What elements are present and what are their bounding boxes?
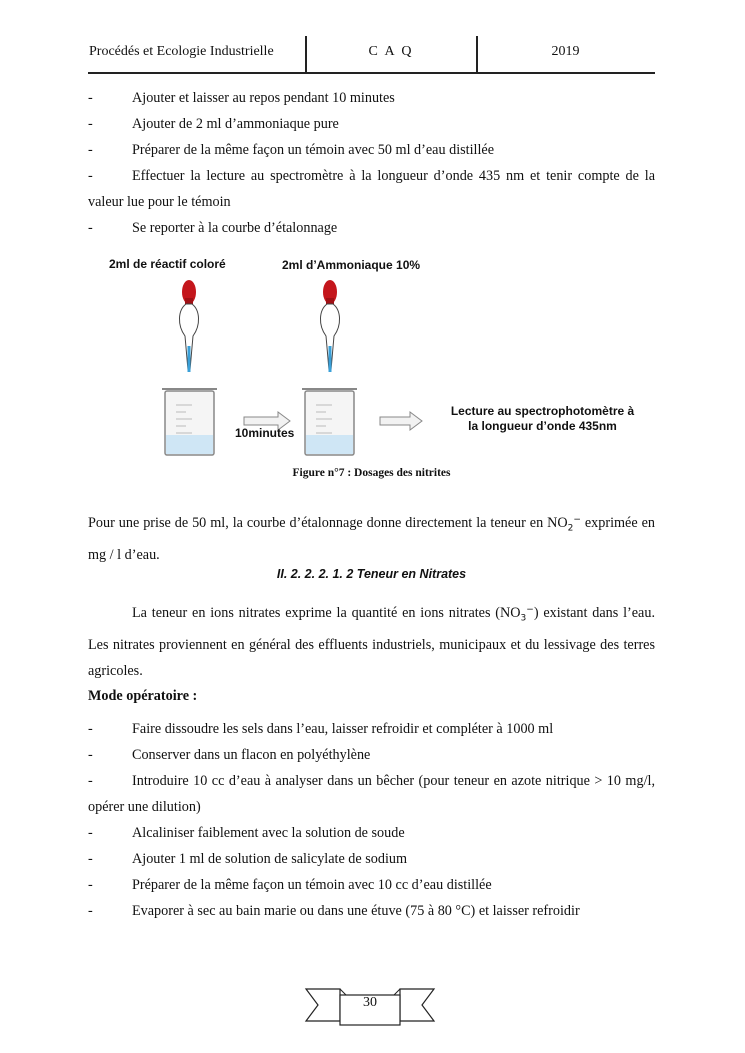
- nitrite-dosage-figure: [100, 250, 660, 465]
- step-text: Introduire 10 cc d’eau à analyser dans un bêcher (pour teneur en azote nitrique > 10 mg/l, opérer une dilution): [88, 773, 655, 815]
- step-text: Faire dissoudre les sels dans l’eau, laisser refroidir et compléter à 1000 ml: [132, 721, 554, 737]
- list-dash: -: [88, 851, 93, 867]
- nitrites-paragraph: [88, 507, 655, 568]
- figure-caption: Figure n°7 : Dosages des nitrites: [292, 467, 451, 479]
- list-dash: -: [88, 220, 93, 236]
- lecture-label-line2: la longueur d’onde 435nm: [468, 419, 617, 433]
- list-item: [88, 898, 655, 924]
- page-footer: [300, 985, 440, 1027]
- list-dash: -: [88, 825, 93, 841]
- list-item: [88, 846, 655, 872]
- step-text: Préparer de la même façon un témoin avec 10 cc d’eau distillée: [132, 877, 492, 893]
- list-item: [88, 215, 655, 241]
- step-text: Préparer de la même façon un témoin avec 50 ml d’eau distillée: [132, 142, 495, 158]
- arrow-right-icon: [380, 412, 422, 430]
- list-item: [88, 820, 655, 846]
- list-dash: -: [88, 168, 93, 184]
- step-text: Evaporer à sec au bain marie ou dans une étuve (75 à 80 °C) et laisser refroidir: [132, 903, 580, 919]
- paragraph-text: ) existant dans l’eau. Les nitrates proviennent en général des effluents industriels, municipaux et du lessivage des terres agricoles.: [88, 605, 655, 680]
- step-text: Se reporter à la courbe d’étalonnage: [132, 220, 338, 236]
- header-year: 2019: [551, 44, 580, 59]
- formula-superscript: −: [526, 605, 534, 615]
- step-text: Effectuer la lecture au spectromètre à la longueur d’onde 435 nm et tenir compte de la valeur lue pour le témoin: [88, 168, 655, 210]
- reactif-label: 2ml de réactif coloré: [109, 257, 226, 271]
- beaker-icon: [162, 389, 217, 455]
- list-dash: -: [88, 90, 93, 106]
- header-rule: [88, 72, 655, 74]
- step-text: Alcaliniser faiblement avec la solution de soude: [132, 825, 405, 841]
- section-title: II. 2. 2. 2. 1. 2 Teneur en Nitrates: [276, 567, 467, 581]
- ammoniaque-label: 2ml d’Ammoniaque 10%: [282, 258, 421, 272]
- list-item: [88, 111, 655, 137]
- paragraph-text: Pour une prise de 50 ml, la courbe d’étalonnage donne directement la teneur en NO: [88, 515, 568, 531]
- step-text: Ajouter de 2 ml d’ammoniaque pure: [132, 116, 339, 132]
- page-header: [88, 36, 655, 74]
- paragraph-text: exprimée en mg / l d’eau.: [88, 515, 656, 563]
- list-item: [88, 163, 655, 215]
- list-dash: -: [88, 721, 93, 737]
- page-number: 30: [363, 995, 377, 1010]
- list-item: [88, 768, 655, 820]
- formula-superscript: −: [573, 515, 581, 525]
- list-dash: -: [88, 877, 93, 893]
- nitrates-paragraph: [88, 597, 655, 685]
- header-acronym: C A Q: [368, 44, 414, 59]
- beaker-icon: [302, 389, 357, 455]
- paragraph-text: La teneur en ions nitrates exprime la quantité en ions nitrates (NO: [132, 605, 521, 621]
- step-text: Ajouter 1 ml de solution de salicylate de sodium: [132, 851, 408, 867]
- list-item: [88, 872, 655, 898]
- lecture-label-line1: Lecture au spectrophotomètre à: [450, 404, 635, 418]
- list-dash: -: [88, 747, 93, 763]
- step-text: Conserver dans un flacon en polyéthylène: [132, 747, 371, 763]
- list-dash: -: [88, 116, 93, 132]
- pipette-icon: [320, 280, 339, 372]
- formula-subscript: 2: [567, 523, 574, 534]
- list-item: [88, 716, 655, 742]
- formula-no2: [567, 515, 581, 534]
- formula-no3: [520, 605, 534, 624]
- pipette-icon: [179, 280, 198, 372]
- list-dash: -: [88, 903, 93, 919]
- list-item: [88, 85, 655, 111]
- formula-subscript: 3: [520, 613, 527, 624]
- header-course-title: Procédés et Ecologie Industrielle: [89, 44, 274, 59]
- mode-operatoire-title: Mode opératoire :: [88, 688, 198, 704]
- list-dash: -: [88, 773, 93, 789]
- list-item: [88, 742, 655, 768]
- time-label: 10minutes: [235, 426, 295, 440]
- list-item: [88, 137, 655, 163]
- step-text: Ajouter et laisser au repos pendant 10 minutes: [132, 90, 395, 106]
- list-dash: -: [88, 142, 93, 158]
